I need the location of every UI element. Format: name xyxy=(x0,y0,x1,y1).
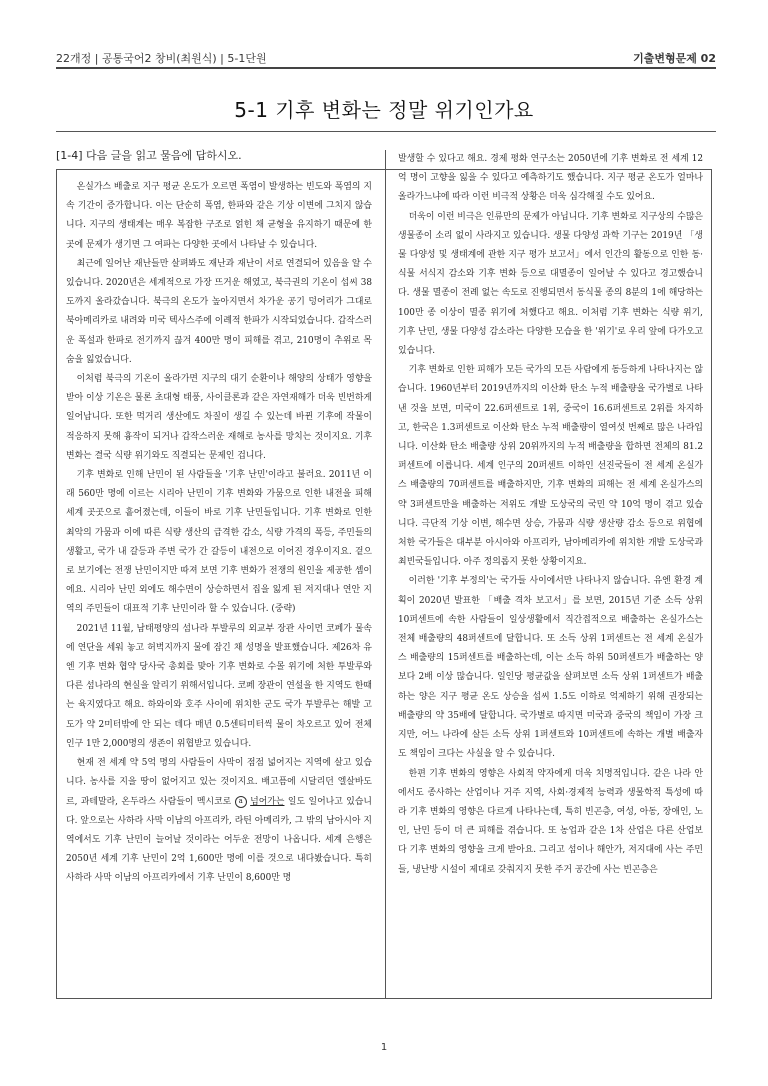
passage-paragraph: 이러한 '기후 부정의'는 국가들 사이에서만 나타나지 않습니다. 유엔 환경 계획이 2020년 발표한 「배출 격차 보고서」를 보면, 2015년 기준 소득 상위 10퍼센트에 속한 사람들이 일상생활에서 직간접적으로 배출하는 온실가스는 전체 배출량의 48퍼센트에 달합니다. 또 소득 상위 1퍼센트는 전 세계 온실가스 배출량의 15퍼센트를 배출하는데, 이는 소득 하위 50퍼센트가 배출하는 양보다 2배 이상 많습니다. 일인당 평균값을 살펴보면 소득 상위 1퍼센트가 배출하는 양은 지구 평균 온도 상승을 섭씨 1.5도 이하로 억제하기 위해 권장되는 배출량의 약 35배에 달합니다. 국가별로 따지면 미국과 중국의 책임이 가장 크지만, 어느 나라에 살든 소득 상위 1퍼센트와 10퍼센트에 속하는 개별 배출자도 책임이 크다는 사실을 알 수 있습니다. xyxy=(398,576,703,760)
course-info: 22개정 | 공통국어2 창비(최원식) | 5-1단원 xyxy=(56,52,267,65)
passage-paragraph xyxy=(66,754,372,888)
passage-paragraph: 기후 변화로 인한 피해가 모든 국가의 모든 사람에게 동등하게 나타나지는 않습니다. 1960년부터 2019년까지의 이산화 탄소 누적 배출량을 국가별로 나타낸 것을 보면, 미국이 22.6퍼센트로 1위, 중국이 16.6퍼센트로 2위를 차지하고, 한국은 1.3퍼센트로 이산화 탄소 누적 배출량이 열여섯 번째로 많은 나라입니다. 이산화 탄소 배출량 상위 20위까지의 누적 배출량을 합하면 전체의 81.2퍼센트에 이릅니다. 세계 인구의 20퍼센트 이하인 선진국들이 전 세계 온실가스 배출량의 70퍼센트를 배출하지만, 기후 변화의 피해는 전 세계 온실가스의 약 3퍼센트만을 배출하는 저위도 개발 도상국의 국민 약 10억 명이 겪고 있습니다. 극단적 기상 이변, 해수면 상승, 가뭄과 식량 생산량 감소 등으로 위협에 처한 국가들은 대부분 아시아와 아프리카, 남아메리카에 위치한 개발 도상국과 최빈국들입니다. 아주 정의롭지 못한 상황이지요. xyxy=(398,365,703,568)
worksheet-label: 기출변형문제 02 xyxy=(633,52,716,65)
title-rule xyxy=(56,131,716,132)
page-title: 5-1 기후 변화는 정말 위기인가요 xyxy=(234,98,534,122)
underlined-phrase: 넘어가는 xyxy=(250,796,285,807)
passage-left-column xyxy=(66,178,372,889)
passage-paragraph: 온실가스 배출로 지구 평균 온도가 오르면 폭염이 발생하는 빈도와 폭염의 지속 기간이 증가합니다. 이는 단순히 폭염, 한파와 같은 기상 이변에 그치지 않습니다. 지구의 생태계는 매우 복잡한 구조로 얽힌 채 균형을 유지하기 때문에 한 곳에 문제가 생기면 그 여파는 다양한 곳에서 나타날 수 있습니다. xyxy=(66,182,372,250)
passage-paragraph: 한편 기후 변화의 영향은 사회적 약자에게 더욱 치명적입니다. 같은 나라 안에서도 종사하는 산업이나 거주 지역, 사회·경제적 능력과 생물학적 특성에 따라 기후 변화의 영향은 다르게 나타나는데, 특히 빈곤층, 여성, 아동, 장애인, 노인, 난민 등이 더 큰 피해를 겪습니다. 또 농업과 같은 1차 산업은 다른 산업보다 기후 변화의 영향을 크게 받아요. 그리고 섬이나 해안가, 저지대에 사는 주민들, 냉난방 시설이 제대로 갖춰지지 못한 주거 공간에 사는 빈곤층은 xyxy=(398,768,703,875)
marker-a: a xyxy=(235,796,247,808)
passage-paragraph: 최근에 일어난 재난들만 살펴봐도 재난과 재난이 서로 연결되어 있음을 알 수 있습니다. 2020년은 세계적으로 가장 뜨거운 해였고, 북극권의 기온이 섭씨 38도까지 올라갔습니다. 북극의 온도가 높아지면서 차가운 공기 덩어리가 그대로 북아메리카로 내려와 미국 텍사스주에 이례적 한파가 시작되었습니다. 갑작스러운 폭설과 한파로 전기까지 끊겨 400만 명이 피해를 겪고, 210명이 추위로 목숨을 잃었습니다. xyxy=(66,258,372,365)
passage-right-column xyxy=(398,150,703,880)
paragraph-text: 현재 전 세계 약 5억 명의 사람들이 사막이 점점 넓어지는 지역에 살고 있습니다. 농사를 지을 땅이 없어지고 있는 것이지요. 배고픔에 시달리던 엘살바도르, 과테말라, 온두라스 사람들이 멕시코로 xyxy=(66,758,372,807)
passage-paragraph: 기후 변화로 인해 난민이 된 사람들을 '기후 난민'이라고 불러요. 2011년 이래 560만 명에 이르는 시리아 난민이 기후 변화와 가뭄으로 인한 내전을 피해 세계 곳곳으로 흩어졌는데, 이들이 바로 기후 난민들입니다. 기후 변화로 인한 최악의 가뭄과 이에 따른 식량 생산의 급격한 감소, 식량 가격의 폭등, 주민들의 생활고, 국가 내 갈등과 주변 국가 간 갈등이 내전으로 이어진 경우이지요. 겉으로 보기에는 전쟁 난민이지만 따져 보면 기후 변화가 전쟁의 원인을 제공한 셈이에요. 시리아 난민 외에도 해수면이 상승하면서 집을 잃게 된 저지대나 연안 지역의 주민들이 대표적 기후 난민이라 할 수 있습니다. (중략) xyxy=(66,470,372,615)
column-divider xyxy=(385,150,386,999)
paragraph-text: 일도 일어나고 있습니다. 앞으로는 사하라 사막 이남의 아프리카, 라틴 아메리카, 그 밖의 남아시아 지역에서도 기후 난민이 늘어날 것이라는 어두운 전망이 나옵니다. 세계 은행은 2050년 세계 기후 난민이 2억 1,600만 명에 이를 것으로 내다봤습니다. 특히 사하라 사막 이남의 아프리카에서 기후 난민이 8,600만 명 xyxy=(66,796,372,884)
header-rule xyxy=(56,67,716,69)
page-number: 1 xyxy=(380,1042,388,1053)
passage-paragraph: 더욱이 이런 비극은 인류만의 문제가 아닙니다. 기후 변화로 지구상의 수많은 생물종이 소리 없이 사라지고 있습니다. 생물 다양성 과학 기구는 2019년 「생물 다양성 및 생태계에 관한 지구 평가 보고서」에서 인간의 활동으로 인한 동·식물 서식지 감소와 기후 변화 등으로 대멸종이 일어날 수 있다고 경고했습니다. 생물 멸종이 전례 없는 속도로 진행되면서 동식물 종의 8분의 1에 해당하는 100만 종 이상이 멸종 위기에 처했다고 해요. 이처럼 기후 변화는 식량 위기, 기후 난민, 생물 다양성 감소라는 다양한 모습을 한 '위기'로 우리 앞에 다가오고 있습니다. xyxy=(398,211,703,357)
passage-paragraph: 발생할 수 있다고 해요. 경제 평화 연구소는 2050년에 기후 변화로 전 세계 12억 명이 고향을 잃을 수 있다고 예측하기도 했습니다. 지구 평균 온도가 얼마나 올라가느냐에 따라 이런 비극적 상황은 더욱 심각해질 수도 있어요. xyxy=(398,154,703,203)
passage-paragraph: 2021년 11월, 남태평양의 섬나라 투발루의 외교부 장관 사이먼 코페가 물속에 연단을 세워 놓고 허벅지까지 물에 잠긴 채 성명을 발표했습니다. 제26차 유엔 기후 변화 협약 당사국 총회를 맞아 기후 변화로 수몰 위기에 처한 투발루와 다른 섬나라의 현실을 알리기 위해서입니다. 코페 장관이 연설을 한 지역도 한때는 육지였다고 해요. 하와이와 호주 사이에 위치한 군도 국가 투발루는 해발 고도가 약 2미터밖에 안 되는 데다 매년 0.5센티미터씩 물이 차오르고 있어 전체 인구 1만 2,000명의 생존이 위협받고 있습니다. xyxy=(66,623,372,749)
page-header xyxy=(56,0,716,68)
question-instruction: [1-4] 다음 글을 읽고 물음에 답하시오. xyxy=(56,149,242,162)
passage-paragraph: 이처럼 북극의 기온이 올라가면 지구의 대기 순환이나 해양의 상태가 영향을 받아 이상 기온은 물론 초대형 태풍, 사이클론과 같은 자연재해가 더욱 빈번하게 일어납니다. 또한 먹거리 생산에도 차질이 생길 수 있는데 바뀐 기후에 작물이 적응하지 못해 흉작이 되거나 갑작스러운 재해로 농사를 망치는 것이지요. 기후 변화는 결국 식량 위기와도 직결되는 문제인 겁니다. xyxy=(66,374,372,461)
